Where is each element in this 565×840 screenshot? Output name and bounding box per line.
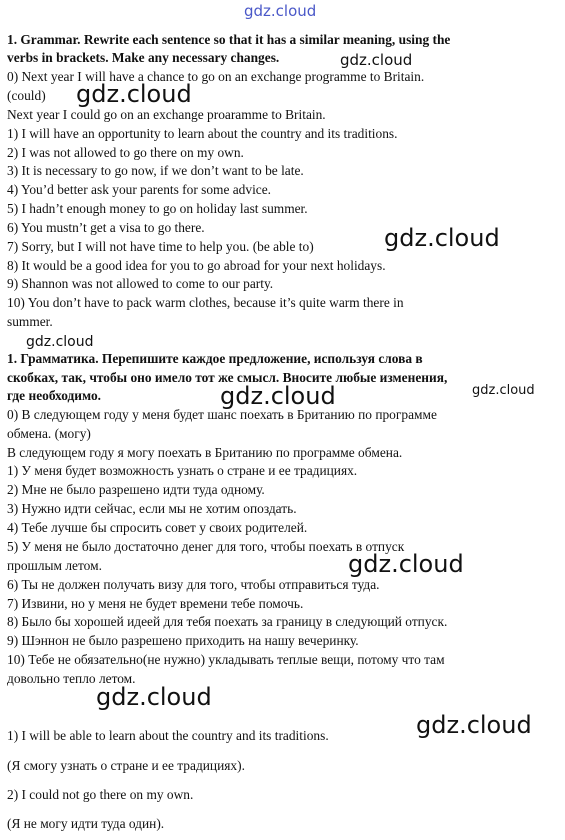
ru-example: 0) В следующем году у меня будет шанс поехать в Британию по программе	[7, 407, 437, 422]
ru-item: 6) Ты не должен получать визу для того, чтобы отправиться туда.	[7, 577, 380, 592]
en-item: 2) I was not allowed to go there on my own.	[7, 145, 244, 160]
en-item: 10) You don’t have to pack warm clothes, because it’s quite warm there in	[7, 295, 404, 310]
watermark: gdz.cloud	[472, 383, 535, 398]
ru-heading: скобках, так, чтобы оно имело тот же смысл. Вносите любые изменения,	[7, 370, 448, 385]
ru-example-answer: В следующем году я могу поехать в Британию по программе обмена.	[7, 445, 403, 460]
ru-item: 8) Было бы хорошей идеей для тебя поехать за границу в следующий отпуск.	[7, 614, 448, 629]
ru-item: 5) У меня не было достаточно денег для того, чтобы поехать в отпуск	[7, 539, 405, 554]
en-item: 6) You mustn’t get a visa to go there.	[7, 220, 205, 235]
watermark: gdz.cloud	[384, 224, 500, 252]
en-item: 1) I will have an opportunity to learn about the country and its traditions.	[7, 126, 398, 141]
en-item: 3) It is necessary to go now, if we don’t want to be late.	[7, 163, 304, 178]
watermark: gdz.cloud	[340, 51, 413, 69]
watermark: gdz.cloud	[220, 382, 336, 410]
ru-heading: где необходимо.	[7, 388, 101, 403]
ru-item: прошлым летом.	[7, 558, 102, 573]
ru-item: 7) Извини, но у меня не будет времени тебе помочь.	[7, 596, 304, 611]
answer-translation: (Я смогу узнать о стране и ее традициях).	[7, 758, 245, 773]
ru-item: 4) Тебе лучше бы спросить совет у своих родителей.	[7, 520, 308, 535]
watermark: gdz.cloud	[96, 683, 212, 711]
en-example: (could)	[7, 88, 46, 103]
ru-item: 3) Нужно идти сейчас, если мы не хотим опоздать.	[7, 501, 297, 516]
en-item: 9) Shannon was not allowed to come to our party.	[7, 276, 274, 291]
ru-heading: 1. Грамматика. Перепишите каждое предложение, используя слова в	[7, 351, 423, 366]
en-item: 8) It would be a good idea for you to go abroad for your next holidays.	[7, 258, 386, 273]
en-item: summer.	[7, 314, 53, 329]
answer-translation: (Я не могу идти туда один).	[7, 816, 165, 831]
ru-item: 10) Тебе не обязательно(не нужно) укладывать теплые вещи, потому что там	[7, 652, 445, 667]
watermark: gdz.cloud	[76, 80, 192, 108]
watermark: gdz.cloud	[26, 334, 94, 350]
en-heading: 1. Grammar. Rewrite each sentence so that it has a similar meaning, using the	[7, 32, 451, 47]
ru-item: 1) У меня будет возможность узнать о стране и ее традициях.	[7, 463, 358, 478]
ru-item: 9) Шэннон не было разрешено приходить на нашу вечеринку.	[7, 633, 359, 648]
watermark: gdz.cloud	[416, 711, 532, 739]
en-item: 4) You’d better ask your parents for some advice.	[7, 182, 272, 197]
watermark: gdz.cloud	[348, 550, 464, 578]
en-item: 7) Sorry, but I will not have time to help you. (be able to)	[7, 239, 314, 254]
watermark-top: gdz.cloud	[244, 2, 317, 20]
en-example-answer: Next year I could go on an exchange proaramme to Britain.	[7, 107, 326, 122]
ru-example: обмена. (могу)	[7, 426, 91, 441]
en-item: 5) I hadn’t enough money to go on holiday last summer.	[7, 201, 308, 216]
answer-line: 2) I could not go there on my own.	[7, 787, 194, 802]
answer-line: 1) I will be able to learn about the country and its traditions.	[7, 728, 329, 743]
ru-item: 2) Мне не было разрешено идти туда одному.	[7, 482, 265, 497]
en-heading: verbs in brackets. Make any necessary changes.	[7, 50, 280, 65]
en-example: 0) Next year I will have a chance to go on an exchange programme to Britain.	[7, 69, 425, 84]
ru-item: довольно тепло летом.	[7, 671, 136, 686]
